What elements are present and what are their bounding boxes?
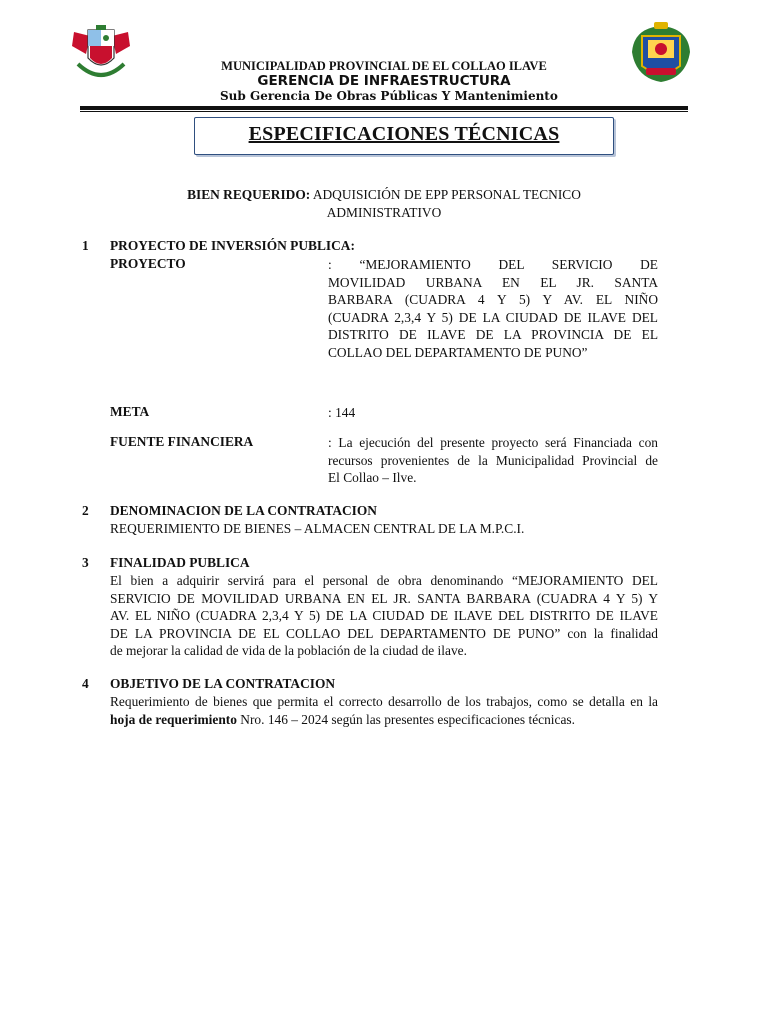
proyecto-line: DISTRITO DE ILAVE DE LA PROVINCIA DE EL <box>328 327 658 343</box>
section-3-number: 3 <box>82 555 89 570</box>
section-3-line: DE LA PROVINCIA DE EL COLLAO DEL DEPARTAMENTO DE PUNO” con la finalidad <box>110 625 658 641</box>
section-3-line: El bien a adquirir servirá para el personal de obra denominando “MEJORAMIENTO DEL <box>110 573 658 588</box>
section-3-line: SERVICIO DE MOVILIDAD URBANA EN EL JR. SANTA BARBARA (CUADRA 4 Y 5) Y <box>110 590 658 606</box>
bien-requerido <box>0 186 768 221</box>
section-1-number: 1 <box>82 238 89 253</box>
section-3-body <box>110 572 658 660</box>
meta-value: : 144 <box>328 405 356 420</box>
section-4-heading: OBJETIVO DE LA CONTRATACION <box>110 676 336 691</box>
header-org: MUNICIPALIDAD PROVINCIAL DE EL COLLAO ILAVE <box>221 59 547 73</box>
fuente-financiera-label: FUENTE FINANCIERA <box>110 434 254 449</box>
section-3-line: AV. EL NIÑO (CUADRA 2,3,4 Y 5) DE LA CIUDAD DE ILAVE DEL DISTRITO DE ILAVE <box>110 608 658 624</box>
proyecto-value <box>328 256 658 362</box>
fuente-line: recursos provenientes de la Municipalidad Provincial de <box>328 452 658 468</box>
bien-requerido-label: BIEN REQUERIDO: <box>187 187 311 202</box>
fuente-financiera-value <box>328 434 658 487</box>
section-4-line1: Requerimiento de bienes que permita el correcto desarrollo de los trabajos, como se detalla en la <box>110 694 658 709</box>
fuente-line: : La ejecución del presente proyecto será Financiada con <box>328 435 658 450</box>
proyecto-line: : “MEJORAMIENTO DEL SERVICIO DE <box>328 257 658 272</box>
section-3-line: de mejorar la calidad de vida de la población de la ciudad de ilave. <box>110 643 467 659</box>
fuente-line: El Collao – Ilve. <box>328 470 417 486</box>
section-2-number: 2 <box>82 503 89 518</box>
header-divider-thin <box>80 111 688 112</box>
section-4-number: 4 <box>82 676 89 691</box>
section-2-heading: DENOMINACION DE LA CONTRATACION <box>110 503 377 518</box>
section-4-line2 <box>110 711 658 729</box>
section-3-heading: FINALIDAD PUBLICA <box>110 555 250 570</box>
proyecto-line: (CUADRA 2,3,4 Y 5) DE LA CIUDAD DE ILAVE DEL <box>328 309 658 325</box>
section-4-body <box>110 693 658 728</box>
document-title: ESPECIFICACIONES TÉCNICAS <box>248 123 560 145</box>
bien-requerido-value-line1: ADQUISICIÓN DE EPP PERSONAL TECNICO <box>312 187 581 202</box>
proyecto-line: BARBARA (CUADRA 4 Y 5) Y AV. EL NIÑO <box>328 292 658 308</box>
header-department: GERENCIA DE INFRAESTRUCTURA <box>257 73 511 89</box>
header-divider-thick <box>80 106 688 110</box>
proyecto-line: COLLAO DEL DEPARTAMENTO DE PUNO” <box>328 344 588 360</box>
section-2-text: REQUERIMIENTO DE BIENES – ALMACEN CENTRAL DE LA M.P.C.I. <box>110 521 525 536</box>
section-4-line2-rest: Nro. 146 – 2024 según las presentes especificaciones técnicas. <box>236 711 575 727</box>
title-box <box>194 117 614 155</box>
header-subdepartment: Sub Gerencia De Obras Públicas Y Mantenimiento <box>220 89 558 103</box>
hoja-de-requerimiento-label: hoja de requerimiento <box>110 711 237 727</box>
section-1-heading: PROYECTO DE INVERSIÓN PUBLICA: <box>110 238 355 253</box>
proyecto-line: MOVILIDAD URBANA EN EL JR. SANTA <box>328 274 658 290</box>
proyecto-label: PROYECTO <box>110 256 186 271</box>
meta-label: META <box>110 404 150 419</box>
bien-requerido-value-line2: ADMINISTRATIVO <box>326 204 442 220</box>
